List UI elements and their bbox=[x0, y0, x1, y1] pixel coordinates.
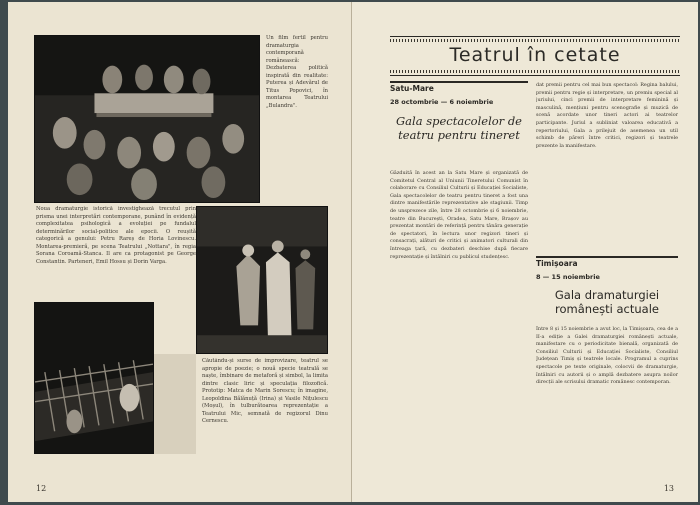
banner-stripe-top bbox=[390, 39, 680, 42]
photo-gap-fill bbox=[154, 354, 196, 454]
article-body-gala-dramaturgiei: Între 8 și 15 noiembrie a avut loc, la Timișoara, cea de a II-a ediție a Galei dramaturgiei românești actuale, manifestare cu o periodicitate bienală, organizată de Consiliul Culturii și Educației Socialiste, Consiliul Județean Timiș și teatrele locale. Programul a cuprins spectacole pe texte originale, colocvii de dramaturgie, întâlniri cu autorii și o amplă dezbatere asupra noilor direcții ale scrisului dramatic românesc contemporan. bbox=[536, 326, 678, 386]
banner-stripe-bottom bbox=[390, 70, 680, 73]
right-page bbox=[352, 2, 698, 502]
photo-metaphor-play bbox=[34, 302, 154, 454]
page-number-right: 13 bbox=[663, 484, 674, 493]
historical-drama-image bbox=[197, 207, 327, 353]
section-dates-timisoara: 8 — 15 noiembrie bbox=[536, 273, 600, 281]
rule-satu-mare bbox=[390, 81, 528, 83]
stage-debate-image bbox=[35, 36, 259, 202]
caption-bottom: Căutându-și surse de improvizare, teatrul se apropie de poezie; o nouă specie teatrală se naște, îmbinare de metaforă și simbol, la limita dintre clasic liric și speculația filozofică. Prototip: Matca de Marin Sorescu; în imagine, Leopoldina Bălănuță (Irina) și Vasile Nițulescu (Moșul), în tulburătoarea reprezentație a Teatrului Mic, semnată de regizorul Dinu Cernescu. bbox=[202, 358, 328, 424]
rule-timisoara bbox=[536, 256, 678, 258]
photo-stage-debate bbox=[34, 35, 260, 203]
caption-middle: Noua dramaturgie istorică investighează trecutul prin prisma unei interpretări contemporane, punând în evidență complexitatea psihologică a evoluției pe fundalul determinărilor social-politice ale epocii. O reușită categorică a genului: Petru Rareș de Horia Lovinescu. Montarea-premieră, pe scena Teatrului „Nottara", în regia Sorana Coroamă-Stanca. Il are ca protagonist pe George Constantin. Parteneri, Emil Hossu și Dorin Varga. bbox=[36, 206, 196, 265]
section-dates-satu-mare: 28 octombrie — 6 noiembrie bbox=[390, 98, 494, 106]
magazine-spread bbox=[8, 2, 698, 502]
caption-top: Un film fertil pentru dramaturgia contemporană românească: Dezbaterea politică inspirată din realitate: Puterea și Adevărul de Titus Popovici, în montarea Teatrului „Bulandra". bbox=[266, 35, 328, 109]
article-title-gala-dramaturgiei: Gala dramaturgiei românești actuale bbox=[554, 288, 660, 316]
article-title-gala-tineret: Gala spectacolelor de teatru pentru tineret bbox=[396, 114, 522, 142]
section-city-satu-mare: Satu-Mare bbox=[390, 84, 434, 93]
column-2-continued-text: dat premii pentru cel mai bun spectacol: Regina balului, premii pentru regie și interpretare, un premiu special al juriului, cinci premii de interpretare feminină și masculină, mențiuni pentru scenografie și muzică de scenă acordate unor tineri actori ai teatrelor participante. Juriul a subliniat valoarea educativă a repertoriului, Gala a prilejuit de asemenea un util schimb de păreri între critici, regizori și teatrele prezente la manifestare. bbox=[536, 82, 678, 149]
section-city-timisoara: Timișoara bbox=[536, 259, 578, 268]
photo-historical-drama bbox=[196, 206, 328, 354]
section-banner bbox=[390, 36, 680, 76]
metaphor-play-image bbox=[35, 303, 153, 453]
left-page bbox=[8, 2, 352, 502]
banner-title: Teatrul în cetate bbox=[449, 44, 621, 66]
article-body-gala-tineret: Găzduită în acest an la Satu Mare și organizată de Comitetul Central al Uniunii Tineretului Comunist în colaborare cu Consiliul Culturii și Educației Socialiste, Gala spectacolelor de teatru pentru tineret a fost una dintre manifestările reprezentative ale stagiunii. Timp de unsprezece zile, între 28 octombrie și 6 noiembrie, teatre din București, Oradea, Satu Mare, Brașov au prezentat montări de referință pentru tânăra generație de spectatori, în lectura unor regizori tineri și consacrați, alături de critici și animatori culturali din întreaga țară, cu dezbateri deschise după fiecare reprezentație și întâlniri cu publicul studențesc. bbox=[390, 170, 528, 260]
page-number-left: 12 bbox=[36, 484, 47, 493]
